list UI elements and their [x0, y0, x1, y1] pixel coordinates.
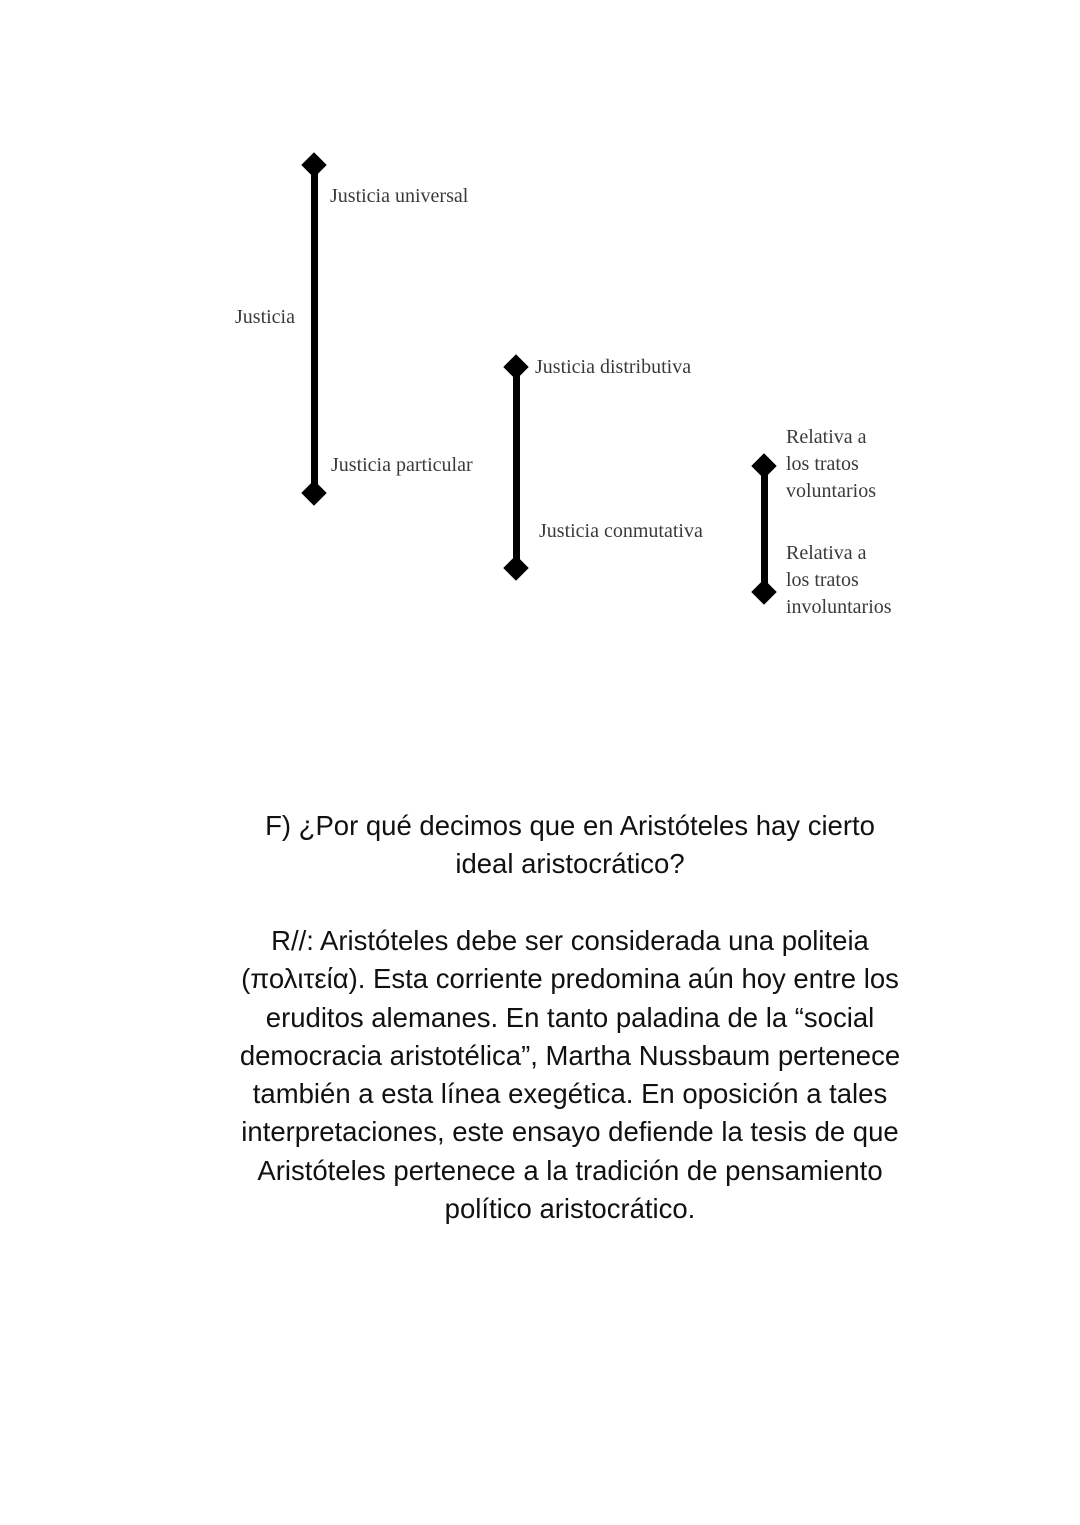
answer-line: interpretaciones, este ensayo defiende la tesis de que [241, 1116, 899, 1148]
diamond-marker [503, 555, 528, 580]
answer [200, 922, 940, 1228]
answer-line: eruditos alemanes. En tanto paladina de la “social [265, 1001, 875, 1033]
label-line: los tratos [786, 569, 859, 591]
justicia-bracket-line [311, 166, 318, 494]
diamond-marker [503, 354, 528, 379]
diamond-marker [301, 152, 326, 177]
answer-line: Aristóteles pertenece a la tradición de pensamiento [257, 1154, 883, 1186]
question [200, 807, 940, 884]
diamond-marker [301, 480, 326, 505]
label-justicia-universal: Justicia universal [330, 185, 469, 207]
label-line: Relativa a [786, 542, 867, 564]
answer-line: también a esta línea exegética. En oposición a tales [252, 1078, 888, 1110]
label-justicia-particular: Justicia particular [331, 454, 473, 476]
label-line: voluntarios [786, 480, 876, 502]
conmutativa-bracket-line [761, 466, 768, 593]
label-involuntarios [786, 540, 892, 621]
question-line: F) ¿Por qué decimos que en Aristóteles hay cierto [265, 810, 875, 841]
answer-line: (πολιτεία). Esta corriente predomina aún hoy entre los [241, 963, 899, 995]
answer-line: político aristocrático. [444, 1193, 696, 1225]
label-justicia-distributiva: Justicia distributiva [535, 356, 692, 378]
answer-line: democracia aristotélica”, Martha Nussbaum pertenece [239, 1039, 901, 1071]
particular-bracket-line [513, 367, 520, 569]
label-line: Relativa a [786, 426, 867, 448]
label-line: los tratos [786, 453, 859, 475]
answer-line: R//: Aristóteles debe ser considerada una politeia [271, 925, 869, 956]
diamond-marker [751, 579, 776, 604]
question-line: ideal aristocrático? [455, 848, 685, 880]
label-voluntarios [786, 424, 876, 505]
label-line: involuntarios [786, 596, 892, 618]
label-justicia-conmutativa: Justicia conmutativa [539, 520, 703, 542]
diamond-marker [751, 453, 776, 478]
label-justicia: Justicia [235, 306, 295, 328]
